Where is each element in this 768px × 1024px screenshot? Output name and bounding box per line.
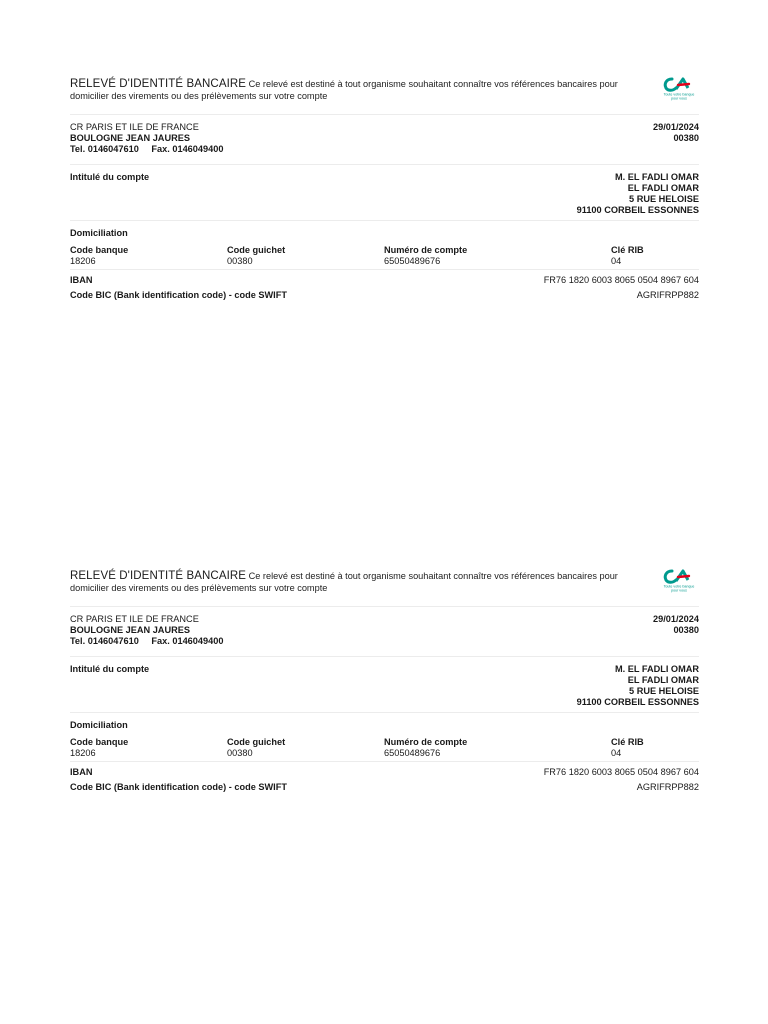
holder-line2: EL FADLI OMAR [627, 675, 699, 685]
rib-title: RELEVÉ D'IDENTITÉ BANCAIRE [70, 570, 247, 582]
rib-key-label: Clé RIB [611, 245, 644, 255]
agency-code: 00380 [673, 133, 699, 143]
rib-header [70, 570, 699, 600]
agency-phones [70, 636, 699, 647]
account-holder [577, 172, 699, 216]
guichet-code-value: 00380 [227, 256, 253, 266]
bank-code-col [70, 245, 128, 267]
bank-codes [70, 245, 699, 269]
address-line1: 5 RUE HELOISE [629, 194, 699, 204]
divider [70, 606, 699, 607]
bank-code-value: 18206 [70, 256, 96, 266]
rib-key-value: 04 [611, 748, 622, 758]
agency-code: 00380 [673, 625, 699, 635]
guichet-code-label: Code guichet [227, 737, 286, 747]
logo-tagline-line2: pour vous [671, 96, 687, 101]
bic-row [70, 290, 699, 302]
rib-key-label: Clé RIB [611, 737, 644, 747]
bic-value: AGRIFRPP882 [636, 290, 699, 300]
domiciliation-label: Domiciliation [70, 228, 128, 238]
account-holder [577, 664, 699, 708]
statement-date: 29/01/2024 [653, 122, 699, 132]
rib-block-1 [70, 78, 699, 302]
agency-branch: BOULOGNE JEAN JAURES [70, 133, 190, 143]
account-number-col [384, 737, 467, 759]
bank-codes [70, 737, 699, 761]
bic-value: AGRIFRPP882 [636, 782, 699, 792]
agency-name: CR PARIS ET ILE DE FRANCE [70, 614, 199, 624]
guichet-code-value: 00380 [227, 748, 253, 758]
account-number-label: Numéro de compte [384, 245, 468, 255]
tel-value: 0146047610 [87, 144, 139, 154]
rib-key-col [611, 245, 644, 267]
rib-key-value: 04 [611, 256, 622, 266]
account-number-label: Numéro de compte [384, 737, 468, 747]
guichet-code-col [227, 737, 285, 759]
agency-phones [70, 144, 699, 155]
account-holder-section [70, 664, 699, 712]
account-holder-section [70, 172, 699, 220]
credit-agricole-logo-icon [659, 76, 699, 102]
credit-agricole-logo-icon [659, 568, 699, 594]
account-number-col [384, 245, 467, 267]
fax-label: Fax. [151, 144, 170, 154]
divider [70, 164, 699, 165]
guichet-code-label: Code guichet [227, 245, 286, 255]
divider [70, 114, 699, 115]
iban-value: FR76 1820 6003 8065 0504 8967 604 [543, 275, 699, 285]
iban-row [70, 275, 699, 287]
logo-tagline-line1: Toute votre banque [663, 584, 695, 589]
agency-branch: BOULOGNE JEAN JAURES [70, 625, 190, 635]
bic-row [70, 782, 699, 794]
iban-value: FR76 1820 6003 8065 0504 8967 604 [543, 767, 699, 777]
statement-date: 29/01/2024 [653, 614, 699, 624]
fax-value: 0146049400 [172, 636, 224, 646]
logo-tagline-line2: pour vous [671, 588, 687, 593]
account-label: Intitulé du compte [70, 172, 150, 182]
iban-label: IBAN [70, 275, 93, 285]
bic-label: Code BIC (Bank identification code) - code SWIFT [70, 290, 287, 300]
rib-description: Ce relevé est destiné à tout organisme souhaitant connaître vos références bancaires pour domicilier des virements ou des prélèvements sur votre compte [70, 571, 618, 593]
logo-tagline-line1: Toute votre banque [663, 92, 695, 97]
fax-value: 0146049400 [172, 144, 224, 154]
domiciliation-label: Domiciliation [70, 720, 128, 730]
agency-meta [653, 614, 699, 636]
address-line1: 5 RUE HELOISE [629, 686, 699, 696]
agency-info [70, 122, 699, 155]
tel-label: Tel. [70, 144, 86, 154]
agency-section [70, 122, 699, 164]
rib-header [70, 78, 699, 108]
iban-label: IBAN [70, 767, 93, 777]
bank-code-label: Code banque [70, 737, 129, 747]
bank-code-col [70, 737, 128, 759]
address-line2: 91100 CORBEIL ESSONNES [576, 205, 699, 215]
address-line2: 91100 CORBEIL ESSONNES [576, 697, 699, 707]
divider [70, 269, 699, 270]
account-number-value: 65050489676 [384, 748, 441, 758]
agency-info [70, 614, 699, 647]
agency-meta [653, 122, 699, 144]
bic-label: Code BIC (Bank identification code) - code SWIFT [70, 782, 287, 792]
bank-code-label: Code banque [70, 245, 129, 255]
divider [70, 761, 699, 762]
iban-row [70, 767, 699, 779]
agency-section [70, 614, 699, 656]
agency-name: CR PARIS ET ILE DE FRANCE [70, 122, 199, 132]
account-label: Intitulé du compte [70, 664, 150, 674]
divider [70, 712, 699, 713]
account-number-value: 65050489676 [384, 256, 441, 266]
fax-label: Fax. [151, 636, 170, 646]
holder-line1: M. EL FADLI OMAR [614, 172, 699, 182]
holder-line1: M. EL FADLI OMAR [614, 664, 699, 674]
rib-key-col [611, 737, 644, 759]
tel-label: Tel. [70, 636, 86, 646]
holder-line2: EL FADLI OMAR [627, 183, 699, 193]
rib-block-2 [70, 570, 699, 794]
guichet-code-col [227, 245, 285, 267]
rib-intro [70, 78, 640, 102]
divider [70, 656, 699, 657]
rib-description: Ce relevé est destiné à tout organisme souhaitant connaître vos références bancaires pour domicilier des virements ou des prélèvements sur votre compte [70, 79, 618, 101]
rib-intro [70, 570, 640, 594]
bank-code-value: 18206 [70, 748, 96, 758]
divider [70, 220, 699, 221]
rib-title: RELEVÉ D'IDENTITÉ BANCAIRE [70, 78, 247, 90]
tel-value: 0146047610 [87, 636, 139, 646]
